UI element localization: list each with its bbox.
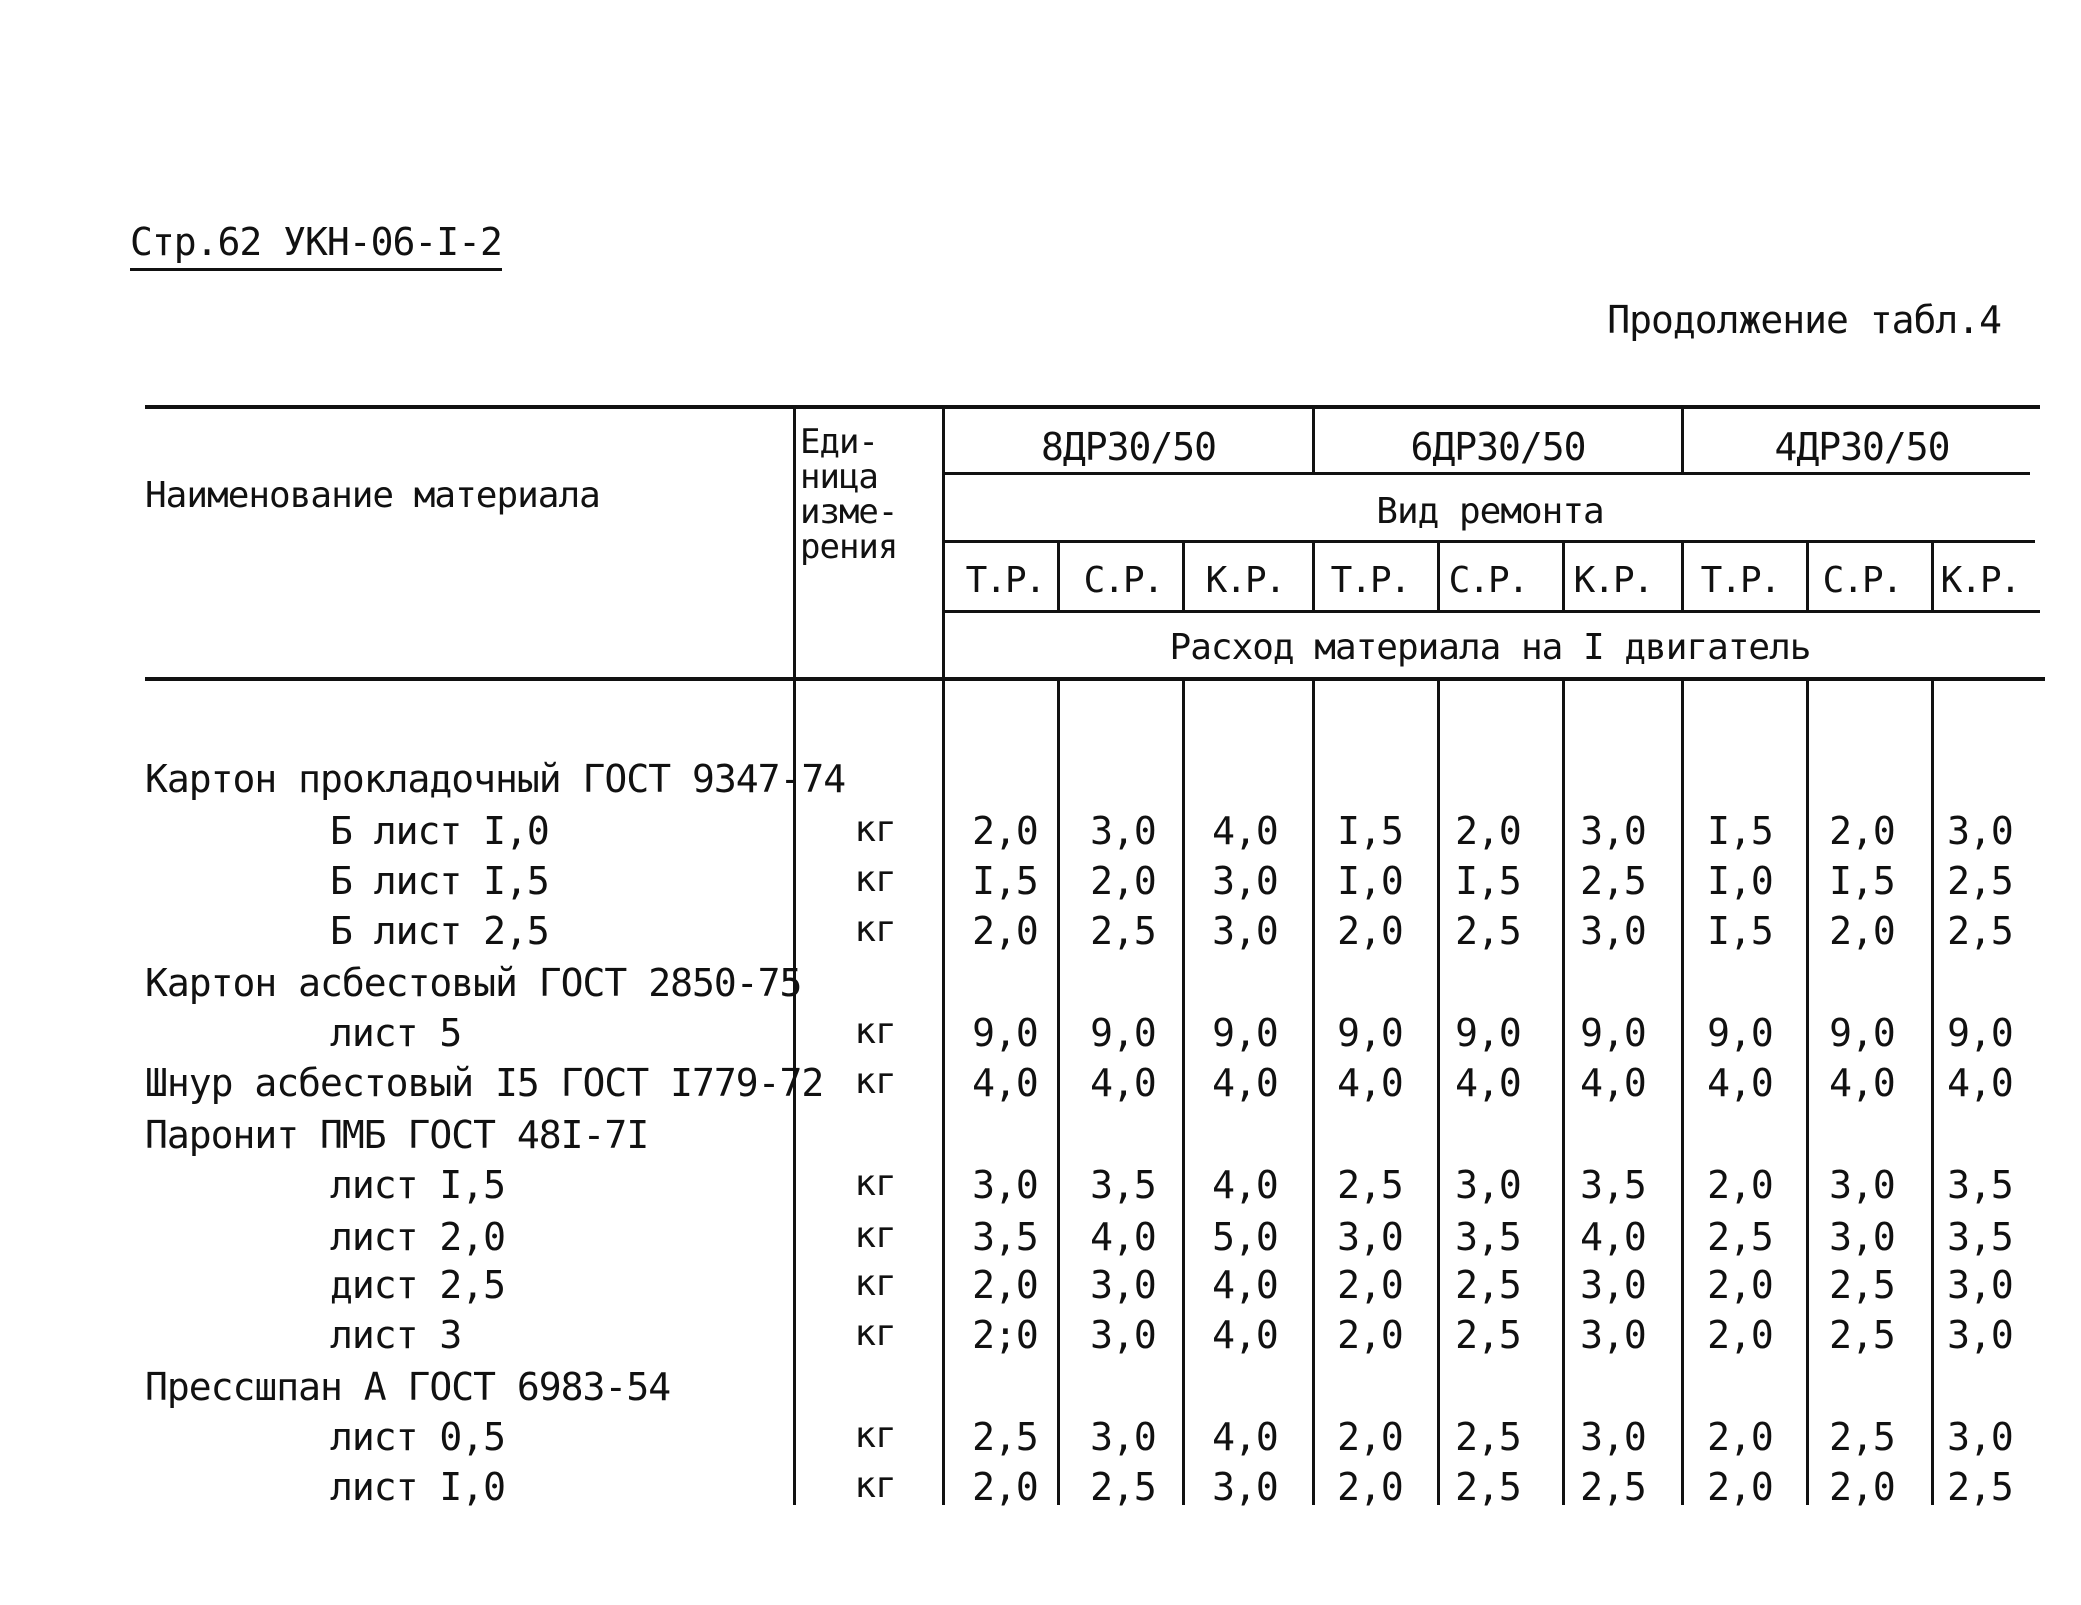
material-name: лист I,5	[330, 1163, 506, 1207]
consumption-value: 3,0	[1947, 1263, 2013, 1307]
consumption-value: 3,0	[1455, 1163, 1521, 1207]
repair-type-col-6: К.Р.	[1573, 560, 1653, 601]
consumption-value: 2,0	[1707, 1465, 1773, 1509]
repair-type-col-3: К.Р.	[1205, 560, 1285, 601]
unit-value: кг	[854, 1313, 896, 1354]
material-name: Шнур асбестовый I5 ГОСТ I779-72	[145, 1061, 824, 1105]
material-name: Картон асбестовый ГОСТ 2850-75	[145, 961, 802, 1005]
consumption-value: 2,5	[1455, 909, 1521, 953]
consumption-value: 3,5	[1947, 1163, 2013, 1207]
consumption-value: 2,5	[1090, 909, 1156, 953]
consumption-value: I,5	[1829, 859, 1895, 903]
unit-column-rule	[793, 405, 796, 1505]
consumption-value: 2,0	[972, 909, 1038, 953]
model-column-rule	[1312, 541, 1315, 611]
consumption-value: 4,0	[1707, 1061, 1773, 1105]
model-8dr-label: 8ДР30/50	[1040, 425, 1217, 469]
consumption-value: 2,0	[1829, 1465, 1895, 1509]
consumption-value: 3,0	[1580, 1263, 1646, 1307]
material-name: дист 2,5	[330, 1263, 506, 1307]
consumption-value: 2,5	[1829, 1313, 1895, 1357]
material-name: Картон прокладочный ГОСТ 9347-74	[145, 757, 846, 801]
repair-type-col-9: К.Р.	[1940, 560, 2020, 601]
consumption-value: 9,0	[1090, 1011, 1156, 1055]
consumption-value: 2,5	[1947, 1465, 2013, 1509]
consumption-value: 2,0	[1829, 809, 1895, 853]
consumption-value: 4,0	[1580, 1061, 1646, 1105]
consumption-value: 4,0	[1212, 1163, 1278, 1207]
consumption-value: 2,5	[1455, 1415, 1521, 1459]
material-name: Б лист I,0	[330, 809, 549, 853]
consumption-value: 2,0	[972, 1465, 1038, 1509]
unit-value: кг	[854, 809, 896, 850]
consumption-value: 3,5	[1455, 1215, 1521, 1259]
unit-value: кг	[854, 1011, 896, 1052]
consumption-value: I,5	[972, 859, 1038, 903]
consumption-value: 2,5	[1337, 1163, 1403, 1207]
consumption-value: 2,0	[1337, 1415, 1403, 1459]
consumption-header: Расход материала на I двигатель	[1169, 627, 1811, 668]
consumption-value: 3,0	[1090, 1263, 1156, 1307]
material-name-header: Наименование материала	[145, 475, 600, 516]
consumption-value: 2,5	[1455, 1313, 1521, 1357]
consumption-value: 4,0	[1212, 1415, 1278, 1459]
consumption-value: 4,0	[1455, 1061, 1521, 1105]
consumption-value: 3,0	[1947, 1415, 2013, 1459]
consumption-value: 2,0	[1337, 1263, 1403, 1307]
type-divider-rule	[942, 610, 2040, 613]
consumption-value: 4,0	[1090, 1215, 1156, 1259]
material-name: лист 0,5	[330, 1415, 506, 1459]
consumption-value: 2,0	[1707, 1415, 1773, 1459]
unit-value: кг	[854, 1465, 896, 1506]
model-6dr-label: 6ДР30/50	[1410, 425, 1586, 469]
consumption-value: 3,5	[1580, 1163, 1646, 1207]
consumption-value: 2,5	[1455, 1465, 1521, 1509]
consumption-value: 4,0	[1212, 1263, 1278, 1307]
consumption-value: 4,0	[1212, 1313, 1278, 1357]
consumption-value: 3,0	[1212, 859, 1278, 903]
value-column-rule	[1931, 541, 1934, 611]
material-name: Б лист 2,5	[330, 909, 549, 953]
repair-type-header: Вид ремонта	[1376, 491, 1604, 532]
consumption-value: 4,0	[1580, 1215, 1646, 1259]
header-bottom-rule	[145, 677, 2045, 681]
material-name: лист I,0	[330, 1465, 506, 1509]
consumption-value: 3,0	[972, 1163, 1038, 1207]
consumption-value: 3,0	[1580, 1313, 1646, 1357]
consumption-value: 2,5	[1580, 1465, 1646, 1509]
repair-type-col-1: Т.Р.	[965, 560, 1045, 601]
unit-value: кг	[854, 909, 896, 950]
unit-value: кг	[854, 1263, 896, 1304]
consumption-value: I,0	[1337, 859, 1403, 903]
table-top-rule	[145, 405, 2040, 409]
material-name: лист 3	[330, 1313, 462, 1357]
consumption-value: 3,0	[1580, 809, 1646, 853]
value-column-rule	[1182, 681, 1185, 1505]
consumption-value: 2,0	[972, 1263, 1038, 1307]
consumption-value: 9,0	[1947, 1011, 2013, 1055]
model-divider-rule	[942, 472, 2030, 475]
consumption-value: 4,0	[1947, 1061, 2013, 1105]
model-column-rule	[1681, 681, 1684, 1505]
consumption-value: 4,0	[1212, 809, 1278, 853]
consumption-value: 3,5	[972, 1215, 1038, 1259]
value-column-rule	[1182, 541, 1185, 611]
consumption-value: 2,0	[1337, 1465, 1403, 1509]
consumption-value: 3,0	[1090, 809, 1156, 853]
consumption-value: 2,5	[1455, 1263, 1521, 1307]
consumption-value: 3,0	[1829, 1215, 1895, 1259]
consumption-value: 3,0	[1580, 1415, 1646, 1459]
consumption-value: 4,0	[1829, 1061, 1895, 1105]
consumption-value: 9,0	[972, 1011, 1038, 1055]
consumption-value: I,5	[1337, 809, 1403, 853]
material-name: Паронит ПМБ ГОСТ 48I-7I	[145, 1113, 649, 1157]
value-column-rule	[1057, 541, 1060, 611]
repair-divider-rule	[942, 540, 2035, 543]
consumption-value: 3,0	[1947, 1313, 2013, 1357]
consumption-value: 2,5	[1090, 1465, 1156, 1509]
consumption-value: 2,5	[972, 1415, 1038, 1459]
consumption-value: 4,0	[1212, 1061, 1278, 1105]
consumption-value: 9,0	[1580, 1011, 1646, 1055]
consumption-value: 3,5	[1090, 1163, 1156, 1207]
consumption-value: 3,0	[1212, 909, 1278, 953]
repair-type-col-2: С.Р.	[1083, 560, 1163, 601]
material-name: лист 2,0	[330, 1215, 506, 1259]
consumption-value: I,5	[1707, 809, 1773, 853]
table-continuation-label: Продолжение табл.4	[1607, 298, 2001, 342]
consumption-value: 2;0	[972, 1313, 1038, 1357]
repair-type-col-4: Т.Р.	[1330, 560, 1410, 601]
value-column-rule	[1437, 541, 1440, 611]
consumption-value: 2,0	[1090, 859, 1156, 903]
consumption-value: I,5	[1455, 859, 1521, 903]
consumption-value: 2,5	[1829, 1263, 1895, 1307]
consumption-value: 3,0	[1090, 1313, 1156, 1357]
consumption-value: I,5	[1707, 909, 1773, 953]
consumption-value: 9,0	[1829, 1011, 1895, 1055]
model-4dr-label: 4ДР30/50	[1774, 425, 1950, 469]
material-name: Прессшпан А ГОСТ 6983-54	[145, 1365, 671, 1409]
unit-value: кг	[854, 1061, 896, 1102]
consumption-value: 2,0	[1707, 1163, 1773, 1207]
consumption-value: 4,0	[1090, 1061, 1156, 1105]
unit-value: кг	[854, 1415, 896, 1456]
consumption-value: 3,0	[1090, 1415, 1156, 1459]
consumption-value: I,0	[1707, 859, 1773, 903]
consumption-value: 9,0	[1212, 1011, 1278, 1055]
consumption-value: 9,0	[1707, 1011, 1773, 1055]
value-column-rule	[1562, 541, 1565, 611]
consumption-value: 4,0	[1337, 1061, 1403, 1105]
consumption-value: 2,0	[1829, 909, 1895, 953]
consumption-value: 9,0	[1337, 1011, 1403, 1055]
consumption-value: 2,5	[1580, 859, 1646, 903]
page-code: Стр.62 УКН-06-I-2	[130, 220, 502, 271]
consumption-value: 2,5	[1829, 1415, 1895, 1459]
repair-type-col-7: Т.Р.	[1700, 560, 1780, 601]
repair-type-col-5: С.Р.	[1448, 560, 1528, 601]
material-name: Б лист I,5	[330, 859, 549, 903]
consumption-value: 2,0	[972, 809, 1038, 853]
consumption-value: 9,0	[1455, 1011, 1521, 1055]
consumption-value: 3,0	[1580, 909, 1646, 953]
consumption-value: 3,5	[1947, 1215, 2013, 1259]
repair-type-col-8: С.Р.	[1822, 560, 1902, 601]
consumption-value: 2,0	[1337, 1313, 1403, 1357]
unit-header: Еди- ница изме- рения	[800, 422, 898, 567]
consumption-value: 2,0	[1455, 809, 1521, 853]
consumption-value: 3,0	[1947, 809, 2013, 853]
materials-table	[145, 405, 2045, 1509]
consumption-value: 2,0	[1337, 909, 1403, 953]
unit-value: кг	[854, 1163, 896, 1204]
consumption-value: 2,5	[1947, 859, 2013, 903]
consumption-value: 4,0	[972, 1061, 1038, 1105]
material-name: лист 5	[330, 1011, 462, 1055]
consumption-value: 2,0	[1707, 1313, 1773, 1357]
value-column-rule	[1806, 541, 1809, 611]
unit-value: кг	[854, 859, 896, 900]
consumption-value: 3,0	[1337, 1215, 1403, 1259]
model-column-rule	[1681, 541, 1684, 611]
consumption-value: 2,5	[1947, 909, 2013, 953]
consumption-value: 2,0	[1707, 1263, 1773, 1307]
consumption-value: 3,0	[1829, 1163, 1895, 1207]
unit-value: кг	[854, 1215, 896, 1256]
consumption-value: 3,0	[1212, 1465, 1278, 1509]
consumption-value: 5,0	[1212, 1215, 1278, 1259]
consumption-value: 2,5	[1707, 1215, 1773, 1259]
